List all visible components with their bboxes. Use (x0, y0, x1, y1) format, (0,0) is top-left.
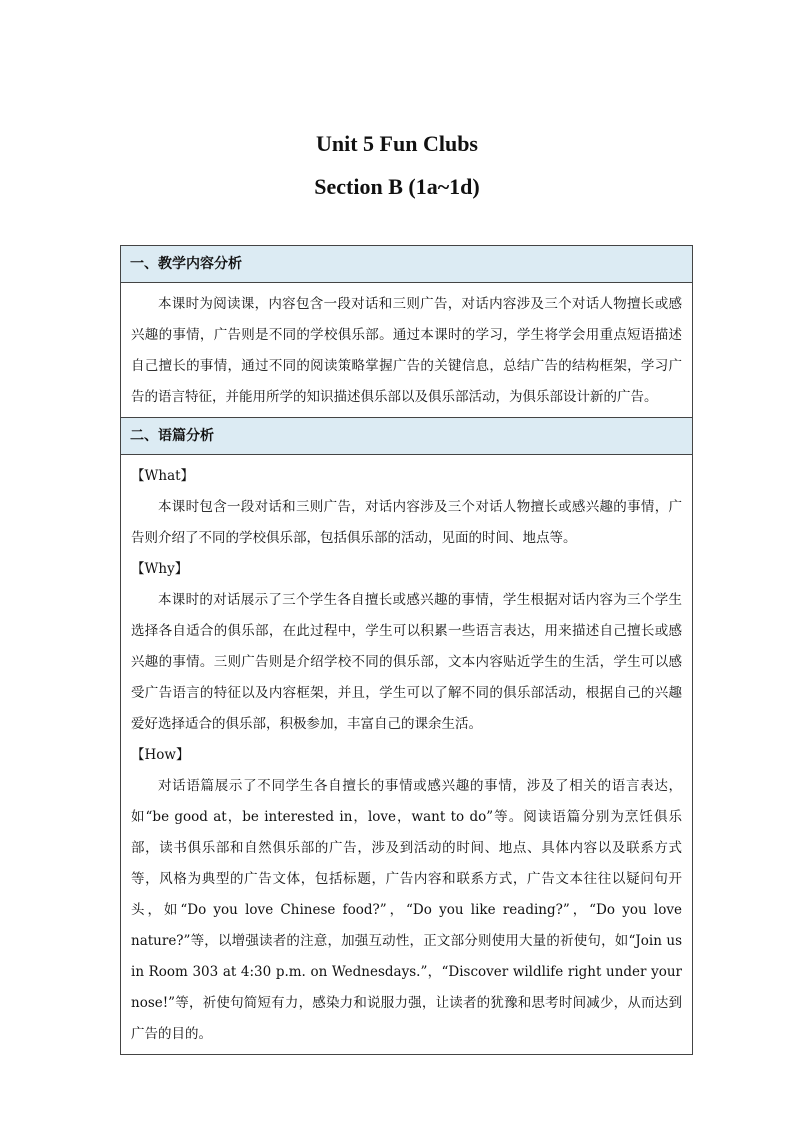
how-text: 对话语篇展示了不同学生各自擅长的事情或感兴趣的事情，涉及了相关的语言表达，如“be good at，be interested in，love，want to do”等。阅读语篇分别为烹饪俱乐部，读书俱乐部和自然俱乐部的广告，涉及到活动的时间、地点、具体内容以及联系方式等，风格为典型的广告文体，包括标题，广告内容和联系方式，广告文本往往以疑问句开头，如“Do you love Chinese food?”，“Do you like reading?”，“Do you love nature?”等，以增强读者的注意，加强互动性，正文部分则使用大量的祈使句，如“Join us in Room 303 at 4:30 p.m. on Wednesdays.”，“Discover wildlife right under your nose!”等，祈使句简短有力，感染力和说服力强，让读者的犹豫和思考时间减少，从而达到广告的目的。 (131, 778, 682, 1042)
what-label: 【What】 (131, 468, 195, 484)
analysis-table (120, 245, 693, 1055)
content-analysis-text: 本课时为阅读课，内容包含一段对话和三则广告，对话内容涉及三个对话人物擅长或感兴趣的事情，广告则是不同的学校俱乐部。通过本课时的学习，学生将学会用重点短语描述自己擅长的事情，通过不同的阅读策略掌握广告的关键信息，总结广告的结构框架，学习广告的语言特征，并能用所学的知识描述俱乐部以及俱乐部活动，为俱乐部设计新的广告。 (131, 296, 682, 405)
what-text: 本课时包含一段对话和三则广告，对话内容涉及三个对话人物擅长或感兴趣的事情，广告则介绍了不同的学校俱乐部，包括俱乐部的活动，见面的时间、地点等。 (131, 499, 682, 546)
content-analysis-cell (121, 283, 692, 418)
why-label: 【Why】 (131, 561, 189, 577)
document-subtitle: Section B (1a~1d) (314, 174, 480, 199)
section-heading-text-analysis: 二、语篇分析 (121, 418, 692, 455)
how-label: 【How】 (131, 747, 190, 763)
section-heading-content-analysis: 一、教学内容分析 (121, 246, 692, 283)
text-analysis-cell (121, 455, 692, 1054)
document-title: Unit 5 Fun Clubs (315, 131, 478, 156)
why-text: 本课时的对话展示了三个学生各自擅长或感兴趣的事情，学生根据对话内容为三个学生选择各自适合的俱乐部，在此过程中，学生可以积累一些语言表达，用来描述自己擅长或感兴趣的事情。三则广告则是介绍学校不同的俱乐部，文本内容贴近学生的生活，学生可以感受广告语言的特征以及内容框架，并且，学生可以了解不同的俱乐部活动，根据自己的兴趣爱好选择适合的俱乐部，积极参加，丰富自己的课余生活。 (131, 592, 682, 732)
